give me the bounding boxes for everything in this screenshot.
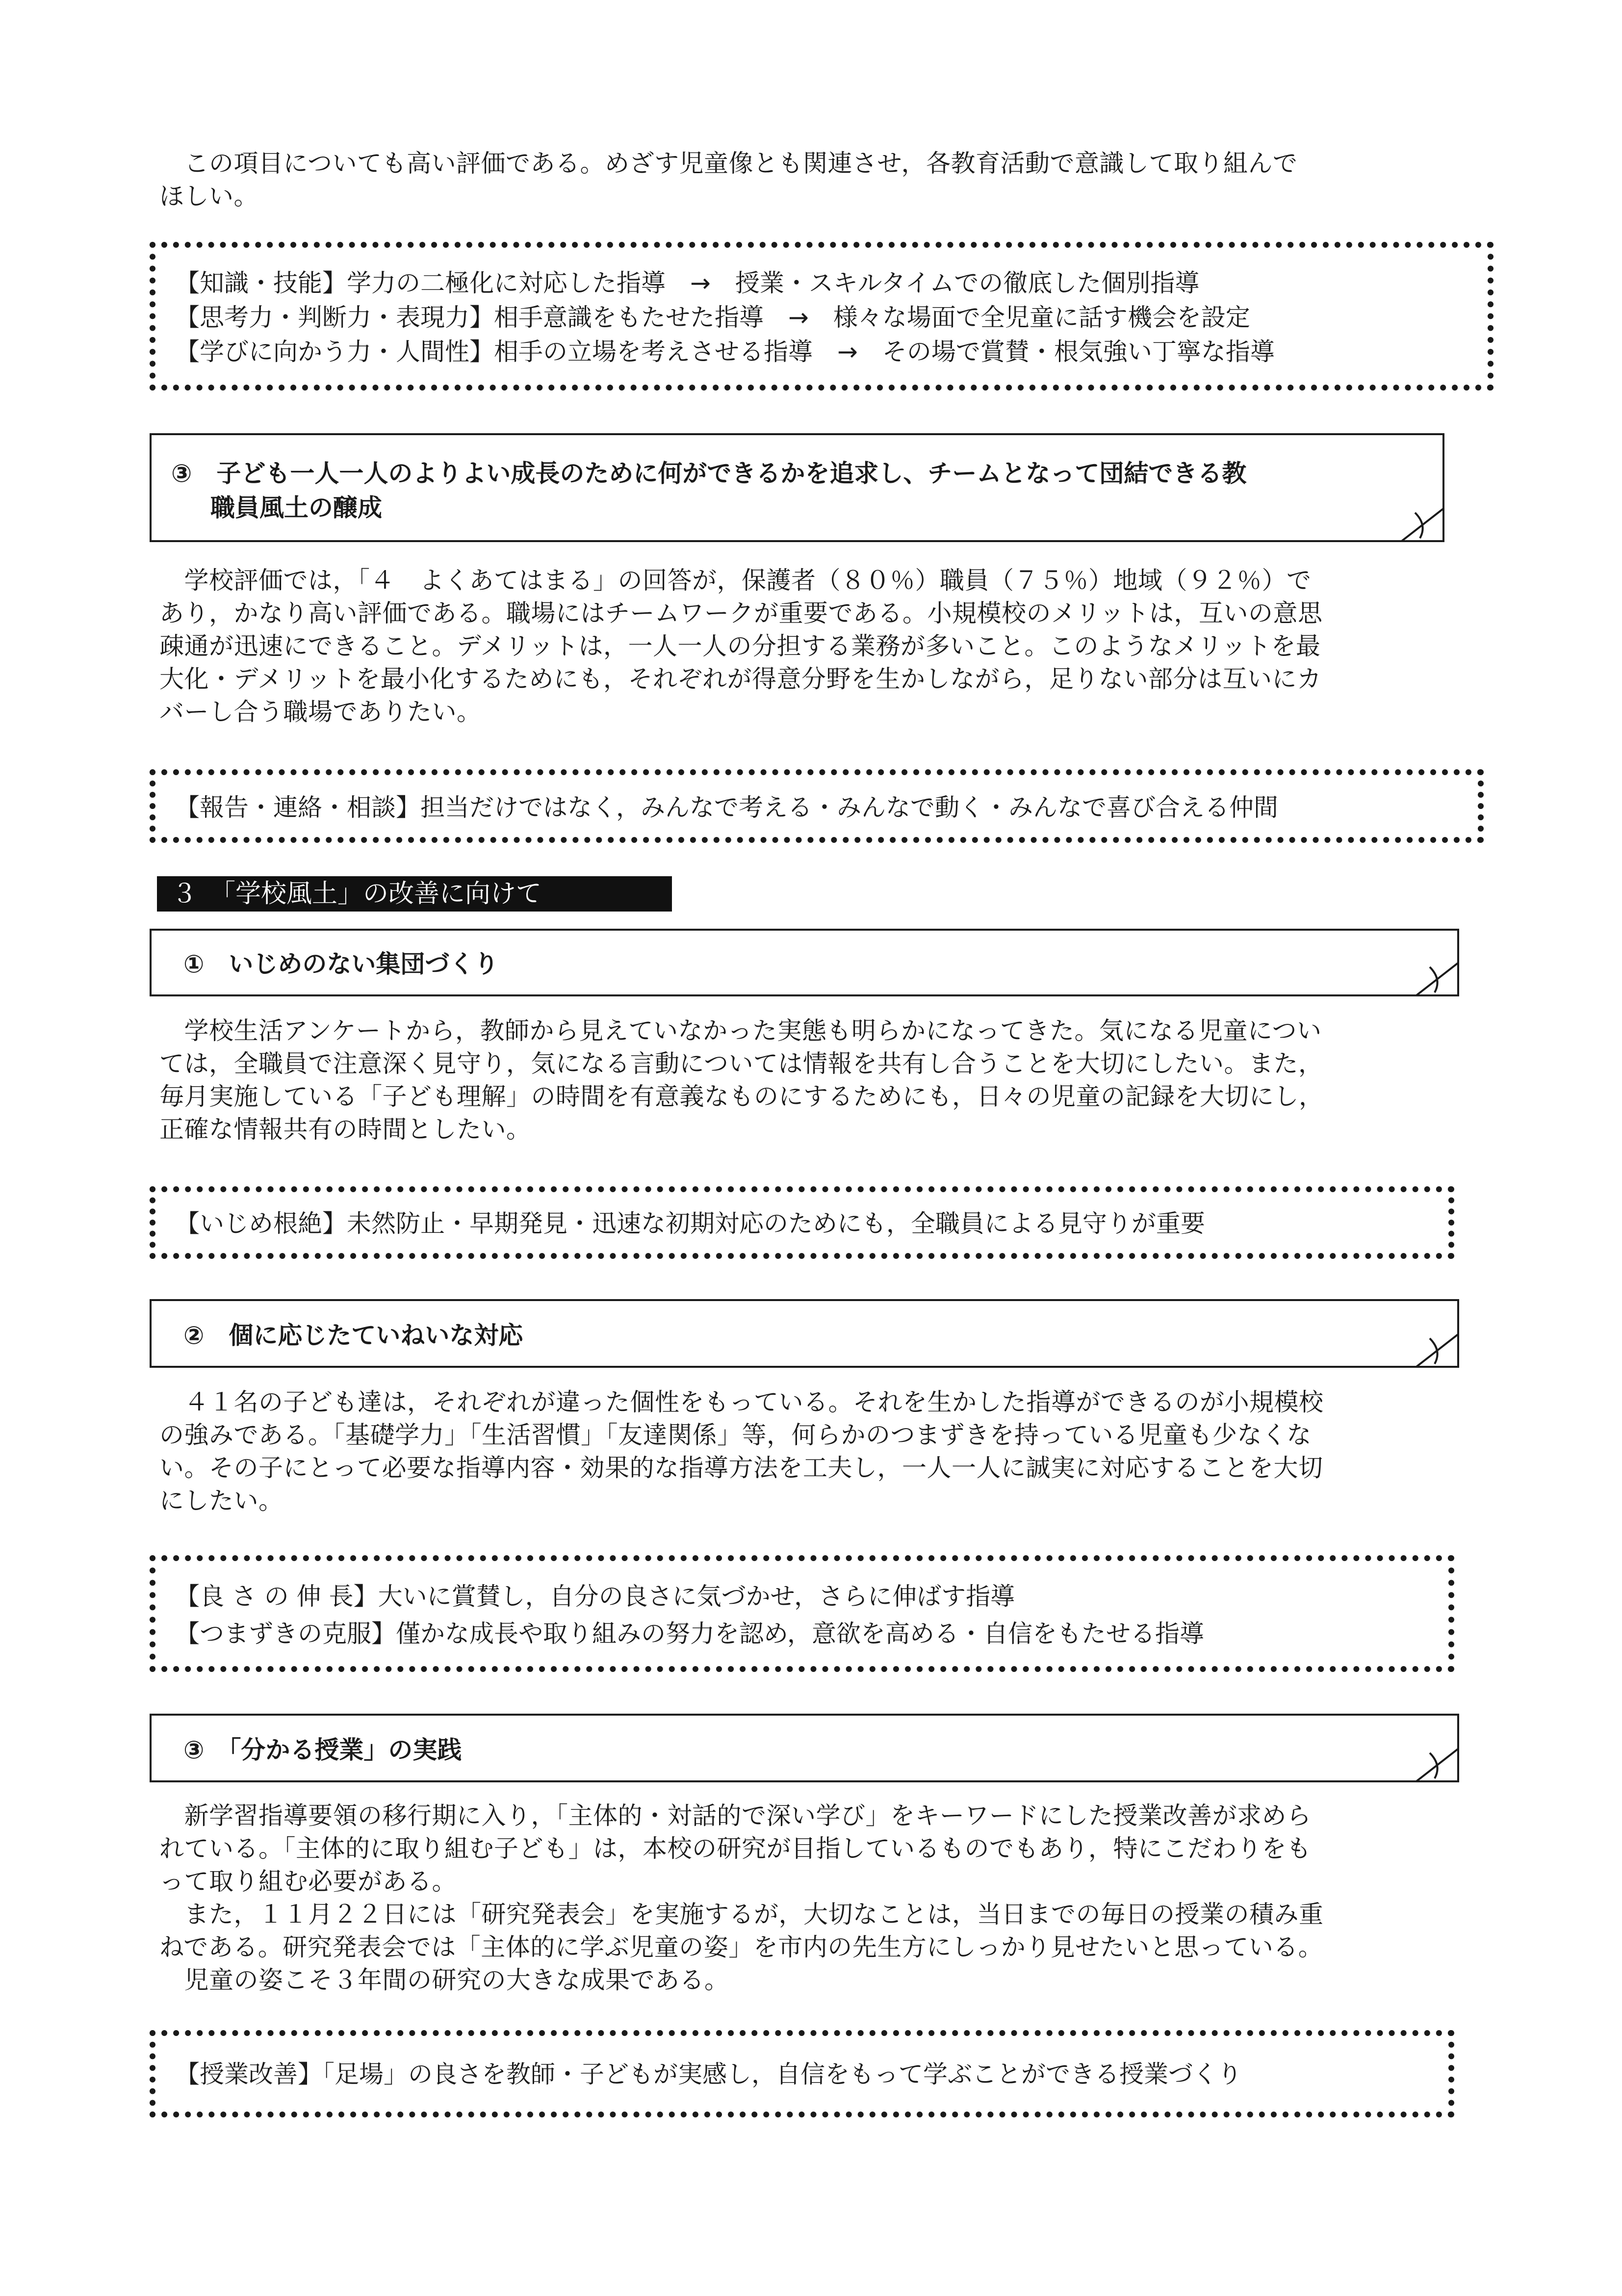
paragraph-line: この項目についても高い評価である。めざす児童像とも関連させ，各教育活動で意識して取り組んで (159, 149, 1298, 178)
paragraph-line: の強みである。「基礎学力」「生活習慣」「友達関係」等，何らかのつまずきを持っている児童も少なくな (159, 1421, 1312, 1449)
paragraph-line: い。その子にとって必要な指導内容・効果的な指導方法を工夫し，一人一人に誠実に対応することを大切 (159, 1454, 1323, 1482)
box-line: 【学びに向かう力・人間性】相手の立場を考えさせる指導 → その場で賞賛・根気強い丁寧な指導 (175, 338, 1275, 366)
heading-individual-support (150, 1299, 1459, 1368)
folded-corner-icon (1415, 962, 1459, 996)
paragraph-line: また，１１月２２日には「研究発表会」を実施するが，大切なことは，当日までの毎日の授業の積み重 (159, 1900, 1324, 1929)
paragraph-line: 疎通が迅速にできること。デメリットは，一人一人の分担する業務が多いこと。このようなメリットを最 (159, 632, 1321, 660)
heading-line: ① いじめのない集団づくり (183, 950, 499, 978)
paragraph-line: って取り組む必要がある。 (159, 1867, 457, 1896)
box-line: 【授業改善】「足場」の良さを教師・子どもが実感し，自信をもって学ぶことができる授業づくり (175, 2060, 1242, 2088)
heading-line: ② 個に応じたていねいな対応 (183, 1321, 523, 1350)
paragraph-line: 正確な情報共有の時間としたい。 (159, 1115, 531, 1144)
intro-paragraph (159, 147, 1459, 213)
heading-line: ③ 「分かる授業」の実践 (183, 1736, 462, 1764)
paragraph-line: 学校評価では，「４ よくあてはまる」の回答が，保護者（８０％）職員（７５％）地域（９２％）で (159, 566, 1312, 595)
folded-corner-icon (1415, 1333, 1459, 1368)
policy-box-lesson-improvement (150, 2030, 1454, 2117)
policy-box-bullying (150, 1186, 1454, 1259)
paragraph-line: ては，全職員で注意深く見守り，気になる言動については情報を共有し合うことを大切にしたい。また， (159, 1049, 1323, 1078)
policy-box-communication (150, 769, 1484, 843)
box-line: 【いじめ根絶】未然防止・早期発見・迅速な初期対応のためにも，全職員による見守りが重要 (175, 1209, 1205, 1238)
paragraph-line: あり，かなり高い評価である。職場にはチームワークが重要である。小規模校のメリットは，互いの意思 (159, 599, 1323, 627)
box-line: 【良 さ の 伸 長】大いに賞賛し，自分の良さに気づかせ，さらに伸ばす指導 (175, 1582, 1015, 1611)
paragraph-line: ほしい。 (159, 182, 258, 210)
heading-understandable-lessons (150, 1714, 1459, 1782)
section-title: ３ 「学校風土」の改善に向けて (157, 876, 672, 912)
paragraph-line: にしたい。 (159, 1487, 283, 1515)
paragraph-line: れている。「主体的に取り組む子ども」は，本校の研究が目指しているものでもあり，特にこだわりをも (159, 1834, 1312, 1863)
paragraph-line: 新学習指導要領の移行期に入り，「主体的・対話的で深い学び」をキーワードにした授業改善が求めら (159, 1801, 1312, 1830)
paragraph-new-curriculum (159, 1800, 1459, 1997)
box-line: 【知識・技能】学力の二極化に対応した指導 → 授業・スキルタイムでの徹底した個別指導 (175, 269, 1200, 297)
box-line: 【報告・連絡・相談】担当だけではなく，みんなで考える・みんなで動く・みんなで喜び合える仲間 (175, 793, 1278, 822)
policy-box-strengths (150, 1555, 1454, 1672)
heading-team-culture (150, 433, 1444, 542)
folded-corner-icon (1400, 508, 1444, 542)
folded-corner-icon (1415, 1748, 1459, 1782)
paragraph-line: バーし合う職場でありたい。 (159, 698, 482, 726)
paragraph-line: 児童の姿こそ３年間の研究の大きな成果である。 (159, 1966, 729, 1994)
box-line: 【つまずきの克服】僅かな成長や取り組みの努力を認め，意欲を高める・自信をもたせる指導 (175, 1619, 1204, 1648)
paragraph-line: ねである。研究発表会では「主体的に学ぶ児童の姿」を市内の先生方にしっかり見せたいと思っている。 (159, 1933, 1323, 1961)
paragraph-individuality (159, 1386, 1459, 1517)
box-line: 【思考力・判断力・表現力】相手意識をもたせた指導 → 様々な場面で全児童に話す機会を設定 (175, 303, 1250, 332)
heading-line: ③ 子ども一人一人のよりよい成長のために何ができるかを追求し、チームとなって団結できる教 (171, 459, 1247, 488)
heading-line: 職員風土の醸成 (210, 494, 382, 522)
paragraph-line: 大化・デメリットを最小化するためにも，それぞれが得意分野を生かしながら，足りない部分は互いにカ (159, 665, 1322, 693)
paragraph-line: ４１名の子ども達は，それぞれが違った個性をもっている。それを生かした指導ができるのが小規模校 (159, 1388, 1324, 1416)
paragraph-school-evaluation (159, 564, 1459, 729)
paragraph-survey (159, 1015, 1459, 1146)
policy-box-abilities (150, 242, 1493, 391)
heading-no-bullying (150, 929, 1459, 996)
paragraph-line: 毎月実施している「子ども理解」の時間を有意義なものにするためにも，日々の児童の記録を大切にし， (159, 1082, 1324, 1111)
paragraph-line: 学校生活アンケートから，教師から見えていなかった実態も明らかになってきた。気になる児童につい (159, 1017, 1322, 1045)
